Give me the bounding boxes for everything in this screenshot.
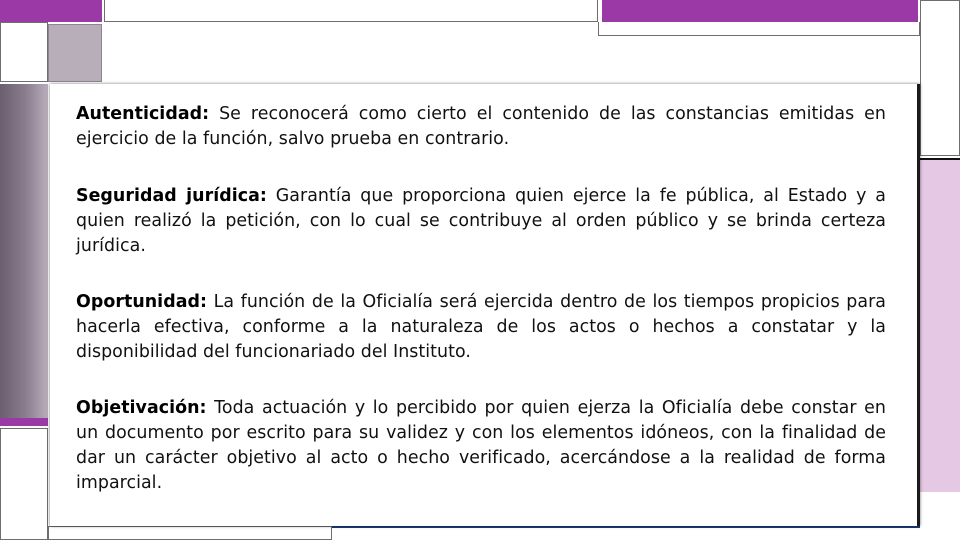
paragraph-autenticidad xyxy=(76,102,886,152)
bottom-outline-block xyxy=(48,526,332,540)
paragraph-seguridad-juridica xyxy=(76,184,886,259)
top-right-purple-block xyxy=(602,0,918,22)
definition-autenticidad: Se reconocerá como cierto el contenido de las constancias emitidas en ejercicio de la función, salvo prueba en contrario. xyxy=(76,104,886,149)
top-left-outline-block xyxy=(0,22,48,82)
term-seguridad-juridica: Seguridad jurídica: xyxy=(76,186,267,206)
top-left-purple-block xyxy=(0,0,102,22)
definition-seguridad-juridica: Garantía que proporciona quien ejerce la fe pública, al Estado y a quien realizó la petición, con lo cual se contribuye al orden público y se brinda certeza jurídica. xyxy=(76,186,886,256)
paragraph-objetivacion xyxy=(76,396,886,496)
term-objetivacion: Objetivación: xyxy=(76,398,207,418)
top-right-outline-strip xyxy=(598,22,920,36)
bottom-blue-line xyxy=(332,526,920,540)
right-lilac-block xyxy=(920,158,960,492)
left-gray-gradient-block xyxy=(0,84,48,426)
left-purple-strip xyxy=(0,418,48,426)
definition-objetivacion: Toda actuación y lo percibido por quien ejerza la Oficialía debe constar en un documento por escrito para su validez y con los elementos idóneos, con la finalidad de dar un carácter objetivo al acto o hecho verificado, acercándose a la realidad de forma imparcial. xyxy=(76,398,886,493)
top-outline-block xyxy=(104,0,598,22)
left-outline-block xyxy=(0,428,48,540)
paragraph-oportunidad xyxy=(76,290,886,365)
definition-oportunidad: La función de la Oficialía será ejercida dentro de los tiempos propicios para hacerla efectiva, conforme a la naturaleza de los actos o hechos a constatar y la disponibilidad del funcionariado del Instituto. xyxy=(76,292,886,362)
top-left-gray-block xyxy=(48,24,102,82)
content-card xyxy=(50,84,920,526)
term-autenticidad: Autenticidad: xyxy=(76,104,210,124)
right-outline-block xyxy=(920,0,960,156)
term-oportunidad: Oportunidad: xyxy=(76,292,207,312)
